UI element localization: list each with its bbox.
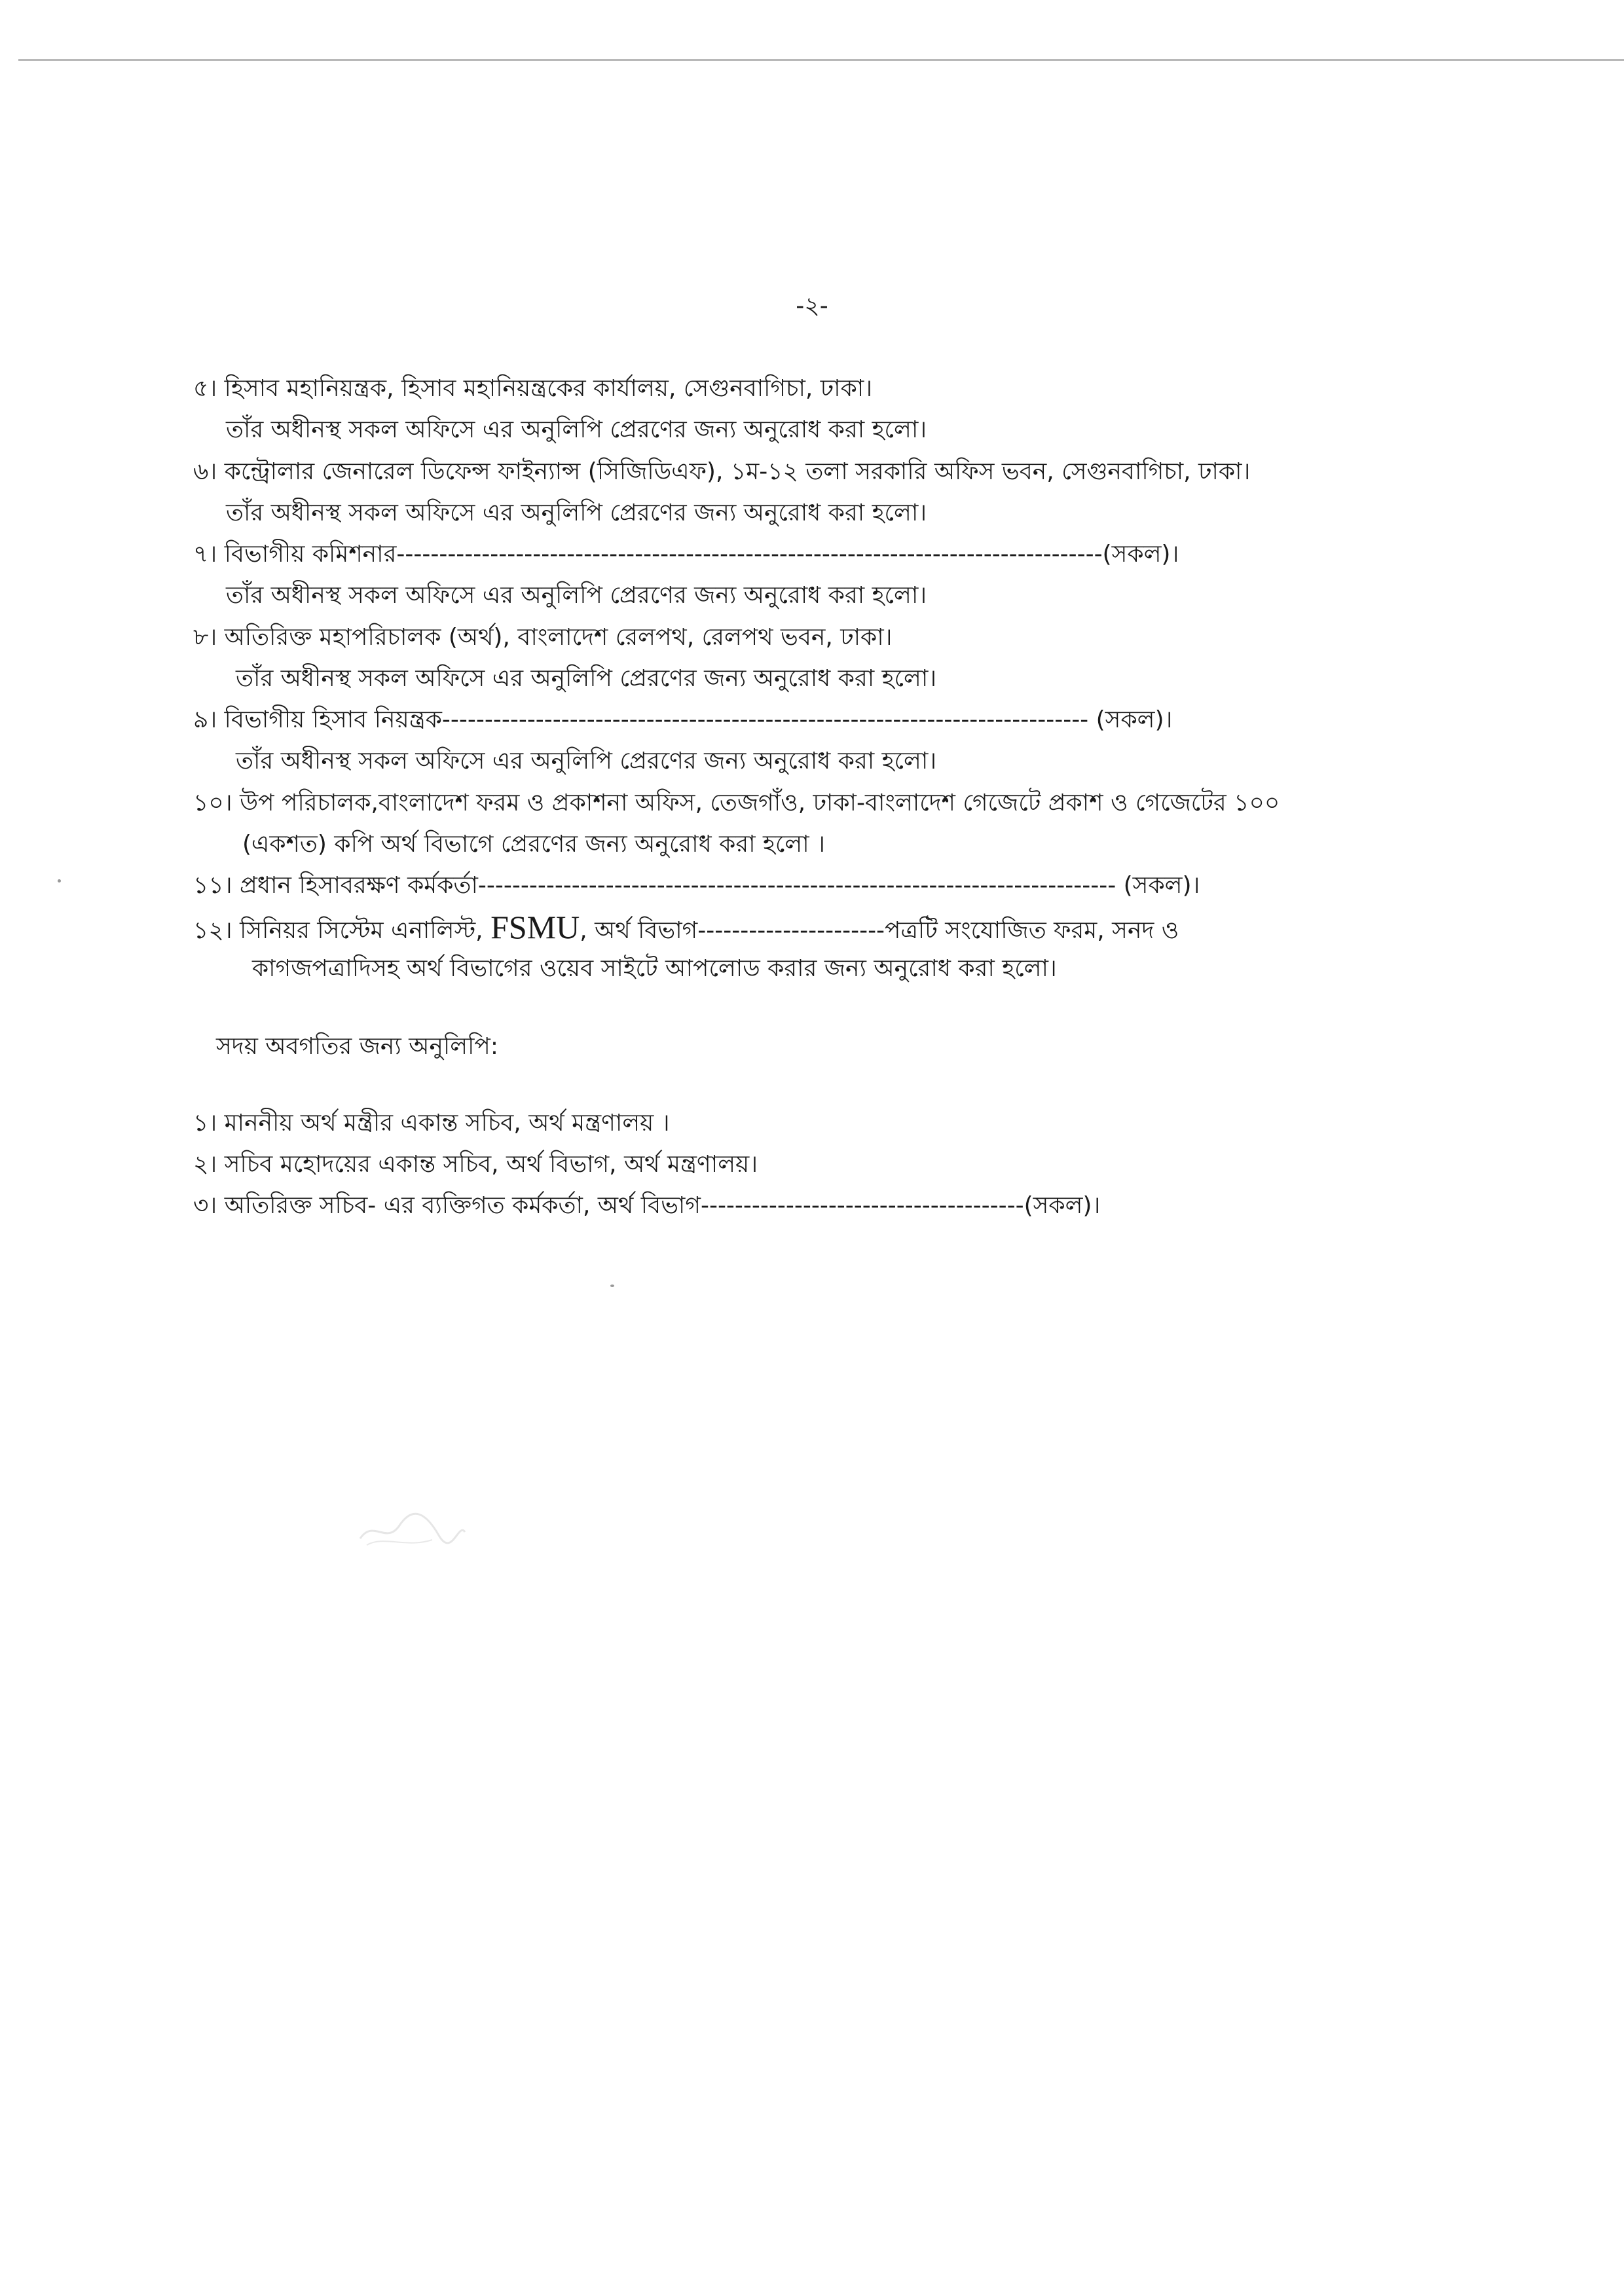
item-12-line-2: কাগজপত্রাদিসহ অর্থ বিভাগের ওয়েব সাইটে আপলোড করার জন্য অনুরোধ করা হলো। — [252, 955, 1057, 982]
item-8-line-1: ৮। অতিরিক্ত মহাপরিচালক (অর্থ), বাংলাদেশ রেলপথ, রেলপথ ভবন, ঢাকা। — [193, 624, 893, 651]
copy-item-1: ১। মাননীয় অর্থ মন্ত্রীর একান্ত সচিব, অর্থ মন্ত্রণালয় । — [193, 1110, 670, 1137]
item-7-line-1: ৭। বিভাগীয় কমিশনার-----------------------------------------------------------------------------------(সকল)। — [193, 541, 1179, 568]
item-12-line-1 — [193, 911, 1179, 947]
item-6-line-2: তাঁর অধীনস্থ সকল অফিসে এর অনুলিপি প্রেরণের জন্য অনুরোধ করা হলো। — [226, 500, 927, 526]
item-8-line-2: তাঁর অধীনস্থ সকল অফিসে এর অনুলিপি প্রেরণের জন্য অনুরোধ করা হলো। — [236, 665, 937, 692]
item-9-line-2: তাঁর অধীনস্থ সকল অফিসে এর অনুলিপি প্রেরণের জন্য অনুরোধ করা হলো। — [236, 748, 937, 774]
copy-item-2: ২। সচিব মহোদয়ের একান্ত সচিব, অর্থ বিভাগ, অর্থ মন্ত্রণালয়। — [193, 1151, 758, 1178]
scan-edge-line — [18, 59, 1624, 61]
item-5-line-1: ৫। হিসাব মহানিয়ন্ত্রক, হিসাব মহানিয়ন্ত্রকের কার্যালয়, সেগুনবাগিচা, ঢাকা। — [193, 375, 873, 402]
copy-heading-text: সদয় অবগতির জন্য অনুলিপি: — [216, 1033, 498, 1060]
item-7-line-2: তাঁর অধীনস্থ সকল অফিসে এর অনুলিপি প্রেরণের জন্য অনুরোধ করা হলো। — [226, 582, 927, 609]
scan-speck — [58, 879, 61, 883]
page-number: -২- — [796, 293, 828, 319]
faint-pencil-mark — [354, 1499, 471, 1558]
item-11-line-1: ১১। প্রধান হিসাবরক্ষণ কর্মকর্তা--------------------------------------------------------------------------- (সকল)। — [193, 872, 1200, 899]
item-10-line-1: ১০। উপ পরিচালক,বাংলাদেশ ফরম ও প্রকাশনা অফিস, তেজগাঁও, ঢাকা-বাংলাদেশ গেজেটে প্রকাশ ও গেজেটের ১০০ — [193, 790, 1280, 816]
item-6-line-1: ৬। কন্ট্রোলার জেনারেল ডিফেন্স ফাইন্যান্স (সিজিডিএফ), ১ম-১২ তলা সরকারি অফিস ভবন, সেগুনবাগিচা, ঢাকা। — [193, 458, 1251, 485]
scan-speck — [610, 1285, 614, 1287]
fsmu-abbrev: FSMU — [490, 909, 580, 945]
item-5-line-2: তাঁর অধীনস্থ সকল অফিসে এর অনুলিপি প্রেরণের জন্য অনুরোধ করা হলো। — [226, 416, 927, 443]
item-10-line-2: (একশত) কপি অর্থ বিভাগে প্রেরণের জন্য অনুরোধ করা হলো । — [242, 831, 825, 858]
item-9-line-1: ৯। বিভাগীয় হিসাব নিয়ন্ত্রক---------------------------------------------------------------------------- (সকল)। — [193, 706, 1173, 733]
copy-item-3: ৩। অতিরিক্ত সচিব- এর ব্যক্তিগত কর্মকর্তা, অর্থ বিভাগ--------------------------------------(সকল)। — [193, 1192, 1101, 1219]
item-12-prefix: ১২। সিনিয়র সিস্টেম এনালিস্ট, — [193, 917, 491, 944]
item-12-suffix: , অর্থ বিভাগ----------------------পত্রটি সংযোজিত ফরম, সনদ ও — [580, 917, 1179, 944]
